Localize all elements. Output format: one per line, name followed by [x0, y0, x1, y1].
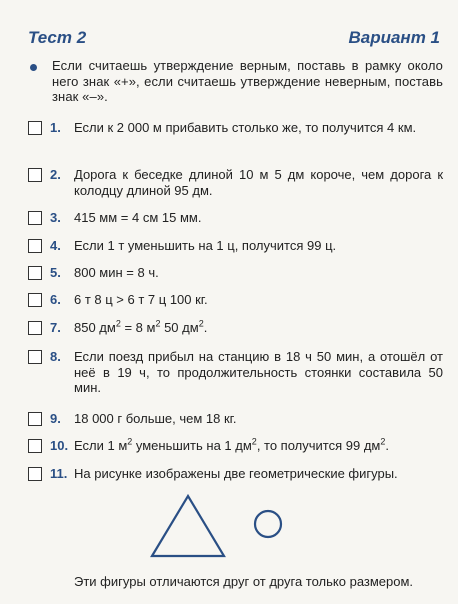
answer-checkbox[interactable] [28, 350, 42, 364]
question-item [28, 320, 443, 336]
answer-checkbox[interactable] [28, 293, 42, 307]
question-item [28, 438, 443, 454]
variant-title: Вариант 1 [348, 28, 440, 47]
question-text: 6 т 8 ц > 6 т 7 ц 100 кг. [74, 292, 208, 307]
bullet-icon [30, 64, 37, 71]
question-number: 5. [50, 265, 61, 280]
figures-caption: Эти фигуры отличаются друг от друга только размером. [74, 574, 414, 589]
answer-checkbox[interactable] [28, 467, 42, 481]
answer-checkbox[interactable] [28, 121, 42, 135]
question-number: 8. [50, 349, 61, 364]
answer-checkbox[interactable] [28, 239, 42, 253]
triangle-shape [152, 496, 224, 556]
question-item [28, 238, 443, 254]
question-number: 9. [50, 411, 61, 426]
question-text: 415 мм = 4 см 15 мм. [74, 210, 202, 225]
question-text: Дорога к беседке длиной 10 м 5 дм короче, чем дорога к колодцу длиной 95 дм. [74, 167, 443, 198]
test-title: Тест 2 [28, 28, 87, 47]
question-text: 18 000 г больше, чем 18 кг. [74, 411, 237, 426]
circle-shape [255, 511, 281, 537]
answer-checkbox[interactable] [28, 412, 42, 426]
answer-checkbox[interactable] [28, 211, 42, 225]
question-text: Если 1 т уменьшить на 1 ц, получится 99 ц. [74, 238, 337, 253]
question-text: Если 1 $м^2$ уменьшить на 1 $дм^2$, то получится 99 $дм^2$. [74, 436, 389, 453]
question-text: Если поезд прибыл на станцию в 18 ч 50 мин, а отошёл от неё в 19 ч, то продолжительность стоянки составила 50 мин. [74, 349, 443, 395]
question-text: На рисунке изображены две геометрические фигуры. [74, 466, 398, 481]
question-item [28, 120, 443, 136]
instructions-text: Если считаешь утверждение верным, поставь в рамку около него знак «+», если считаешь утверждение неверным, поставь знак «–». [52, 58, 443, 104]
question-item [28, 167, 443, 198]
question-number: 3. [50, 210, 61, 225]
answer-checkbox[interactable] [28, 439, 42, 453]
question-number: 2. [50, 167, 61, 182]
question-item [28, 265, 443, 281]
question-number: 1. [50, 120, 61, 135]
question-number: 6. [50, 292, 61, 307]
figures-illustration [150, 492, 300, 560]
question-text: Если к 2 000 м прибавить столько же, то получится 4 км. [74, 120, 417, 135]
question-text: 800 мин = 8 ч. [74, 265, 159, 280]
question-item [28, 411, 443, 427]
instructions [28, 58, 443, 105]
question-item [28, 292, 443, 308]
answer-checkbox[interactable] [28, 266, 42, 280]
question-item [28, 466, 443, 482]
question-number: 10. [50, 438, 69, 453]
question-number: 11. [50, 466, 68, 481]
question-item [28, 210, 443, 226]
answer-checkbox[interactable] [28, 321, 42, 335]
question-number: 7. [50, 320, 61, 335]
answer-checkbox[interactable] [28, 168, 42, 182]
question-item [28, 349, 443, 396]
question-text: 850 $дм^2 = 8$ $м^2$ 50 $дм^2$. [74, 318, 208, 335]
question-number: 4. [50, 238, 61, 253]
page-header [28, 28, 440, 52]
